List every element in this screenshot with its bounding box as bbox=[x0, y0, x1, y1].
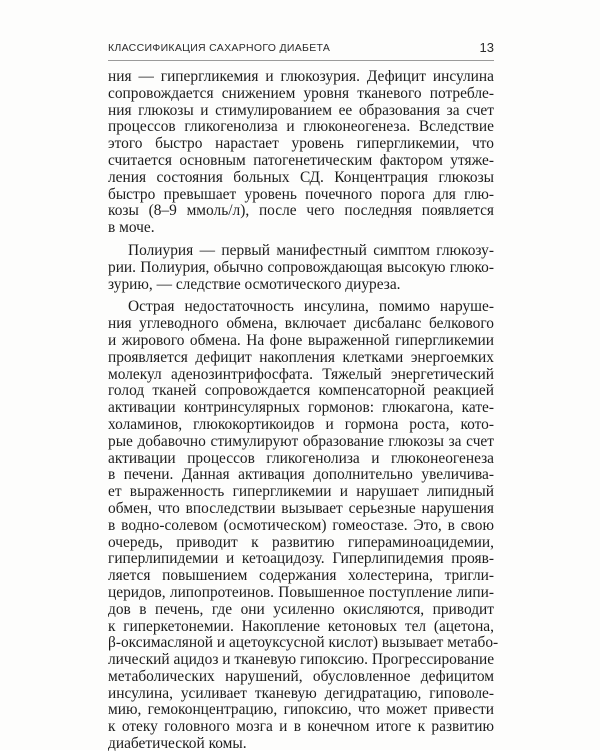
text-line: рые добавочно стимулируют образование глюкозы за счет bbox=[108, 432, 494, 450]
text-line: диабетической комы. bbox=[108, 735, 247, 753]
body-text bbox=[108, 68, 499, 753]
text-line: активации контринсулярных гормонов: глюкагона, кате- bbox=[108, 399, 494, 417]
page-number: 13 bbox=[479, 40, 494, 55]
text-line: рии. Полиурия, обычно сопровождающая высокую глюко- bbox=[108, 258, 494, 276]
text-line: ляется повышением содержания холестерина, тригли- bbox=[108, 567, 494, 585]
text-line: к гиперкетонемии. Накопление кетоновых тел (ацетона, bbox=[108, 617, 494, 635]
text-line: ет выраженность гипергликемии и нарушает липидный bbox=[108, 483, 494, 501]
text-line: сопровождается снижением уровня тканевого потребле- bbox=[108, 84, 494, 102]
text-line: очередь, приводит к развитию гипераминоацидемии, bbox=[108, 533, 494, 551]
text-line: ния глюкозы и стимулированием ее образования за счет bbox=[108, 101, 494, 119]
text-line: этого быстро нарастает уровень гипергликемии, что bbox=[108, 135, 494, 153]
text-line: холаминов, глюкокортикоидов и гормона роста, кото- bbox=[108, 415, 494, 433]
text-line: β-оксимасляной и ацетоуксусной кислот) вызывает метабо- bbox=[108, 634, 499, 652]
running-header bbox=[108, 40, 494, 58]
text-line: активации процессов гликогенолиза и глюконеогенеза bbox=[108, 449, 494, 467]
paragraph bbox=[108, 298, 499, 753]
text-line: процессов гликогенолиза и глюконеогенеза. Вследствие bbox=[108, 118, 494, 136]
text-line: быстро превышает уровень почечного порога для глю- bbox=[108, 185, 494, 203]
text-line: Полиурия — первый манифестный симптом глюкозу- bbox=[128, 241, 494, 259]
text-line: ления состояния больных СД. Концентрация глюкозы bbox=[108, 168, 494, 186]
header-rule bbox=[108, 60, 494, 61]
text-line: молекул аденозинтрифосфата. Тяжелый энергетический bbox=[108, 365, 494, 383]
paragraph bbox=[108, 243, 494, 293]
text-line: и жирового обмена. На фоне выраженной гипергликемии bbox=[108, 331, 494, 349]
text-line: в моче. bbox=[108, 219, 155, 237]
text-line: метаболических нарушений, обусловленное дефицитом bbox=[108, 667, 494, 685]
text-line: мию, гемоконцентрацию, гипоксию, что может привести bbox=[108, 701, 494, 719]
text-line: Острая недостаточность инсулина, помимо наруше- bbox=[128, 298, 494, 316]
text-line: в печени. Данная активация дополнительно увеличива- bbox=[108, 466, 494, 484]
text-line: дов в печень, где они усиленно окисляются, приводит bbox=[108, 600, 494, 618]
paragraph bbox=[108, 69, 494, 237]
text-line: обмен, что впоследствии вызывает серьезные нарушения bbox=[108, 499, 494, 517]
text-line: голод тканей сопровождается компенсаторной реакцией bbox=[108, 382, 494, 400]
text-line: козы (8–9 ммоль/л), после чего последняя появляется bbox=[108, 202, 494, 220]
text-line: инсулина, усиливает тканевую дегидратацию, гиповоле- bbox=[108, 684, 494, 702]
text-line: к отеку головного мозга и в конечном итоге к развитию bbox=[108, 718, 494, 736]
text-line: в водно-солевом (осмотическом) гомеостазе. Это, в свою bbox=[108, 516, 494, 534]
text-line: считается основным патогенетическим фактором утяже- bbox=[108, 151, 494, 169]
text-line: гиперлипидемии и кетоацидозу. Гиперлипидемия прояв- bbox=[108, 550, 494, 568]
text-line: ния — гипергликемия и глюкозурия. Дефицит инсулина bbox=[108, 68, 494, 85]
text-line: церидов, липопротеинов. Повышенное поступление липи- bbox=[108, 583, 494, 601]
running-title: КЛАССИФИКАЦИЯ САХАРНОГО ДИАБЕТА bbox=[108, 42, 331, 54]
text-line: ния углеводного обмена, включает дисбаланс белкового bbox=[108, 315, 494, 333]
text-line: лический ацидоз и тканевую гипоксию. Прогрессирование bbox=[108, 651, 495, 669]
text-line: проявляется дефицит накопления клетками энергоемких bbox=[108, 348, 494, 366]
text-line: зурию, — следствие осмотического диуреза. bbox=[108, 275, 401, 293]
